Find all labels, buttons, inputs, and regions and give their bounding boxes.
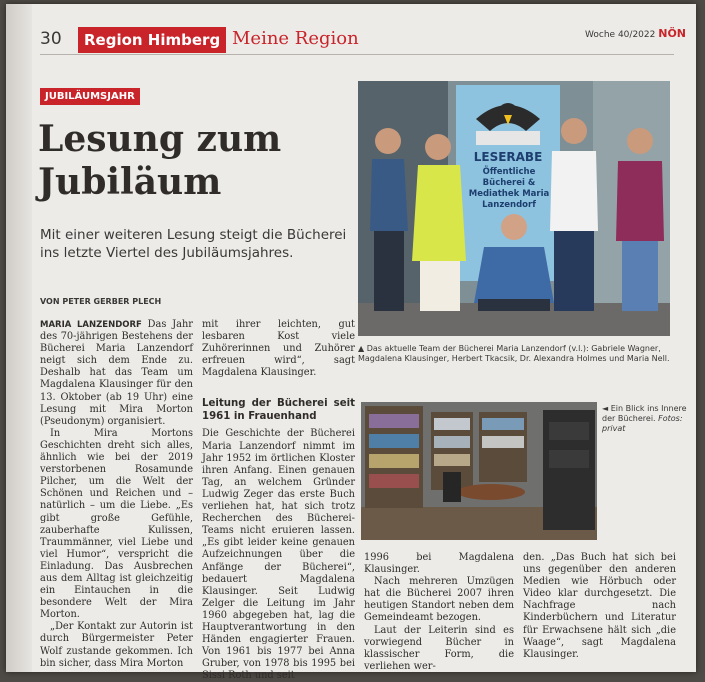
article-column-3 [364,552,514,673]
page-number: 30 [40,29,62,49]
kicker-badge: JUBILÄUMSJAHR [40,88,140,105]
article-column-4 [523,552,676,661]
page-fold-edge [6,4,32,672]
subheading: Leitung der Bücherei seit 1961 in Frauenhand [202,398,355,423]
photo-credit: Fotos: privat [602,414,683,433]
paragraph: Laut der Leiterin sind es vorwiegend Bücher in klassischer Form, die verliehen wer- [364,624,514,672]
library-photo [361,402,597,540]
team-photo [358,81,670,336]
photo-caption: ▲ Das aktuelle Team der Bücherei Maria Lanzendorf (v.l.): Gabriele Wagner, Magdalena Klausinger, Herbert Tkacsik, Dr. Alexandra Holmes und Maria Nell. [358,344,670,363]
paragraph: In Mira Mortons Geschichten dreht sich alles, ähnlich wie bei der 2019 verstorbenen Rosamunde Pilcher, um die Welt der Schönen und Reichen und – natürlich – um die Liebe. „Es gibt große Gefühle, zauberhafte Kulissen, Traummänner, viel Liebe und viel Humor“, verspricht die Einladung. Das Ausbrechen aus dem Alltag ist gleichzeitig ein Eintauchen in die besondere Welt der Mira Morton. [40,427,193,621]
paragraph: mit ihrer leichten, gut lesbaren Kost viele Zuhörerinnen und Zuhörer erfreuen wird“, sagt Magdalena Klausinger. [202,319,355,379]
interior-caption: ◄ Ein Blick ins Innere der Bücherei. Fotos: privat [602,404,687,433]
article-column-1 [40,319,193,670]
issue-info [585,27,686,40]
paragraph: Die Geschichte der Bücherei Maria Lanzendorf nimmt im Jahr 1952 im örtlichen Kloster ihren Anfang. Einen genauen Tag, an welchem Gründer Ludwig Zeger das erste Buch verliehen hat, hat sich trotz Recherchen des Bücherei-Teams nicht eruieren lassen. „Es gibt leider keine genauen Aufzeichnungen über die Anfänge der Bücherei“, bedauert Magdalena Klausinger. Seit Ludwig Zelger die Leitung im Jahr 1960 abgegeben hat, lag die Hauptverantwortung in den Händen engagierter Frauen. Von 1961 bis 1977 bei Anna Gruber, von 1978 bis 1995 bei Sissi Roth und seit [202,428,355,682]
banner-text: Öffentliche Bücherei & Mediathek Maria Lanzendorf [468,167,550,210]
banner-brand: LESERABE [473,150,543,164]
subsection-label: Meine Region [232,28,359,49]
interior-caption-text: Ein Blick ins Innere der Bücherei. [602,404,687,423]
section-badge: Region Himberg [78,27,226,53]
paragraph [40,319,193,428]
headline: Lesung zum Jubiläum [38,118,282,203]
paragraph: 1996 bei Magdalena Klausinger. [364,552,514,576]
paragraph: den. „Das Buch hat sich bei uns gegenüber den anderen Medien wie Hörbuch oder Video klar durchgesetzt. Die Nachfrage nach Kinderbüchern und Literatur für Erwachsene hält sich „die Waage“, sagt Magdalena Klausinger. [523,552,676,660]
newspaper-page [6,4,696,682]
photo-caption-text: Das aktuelle Team der Bücherei Maria Lanzendorf (v.l.): Gabriele Wagner, Magdalena Klausinger, Herbert Tkacsik, Dr. Alexandra Holmes und Maria Nell. [358,344,670,363]
library-photo-image [361,402,597,540]
lead-paragraph: Mit einer weiteren Lesung steigt die Bücherei ins letzte Viertel des Jubiläumsjahres. [40,227,347,261]
paragraph-text: Das Jahr des 70-jährigen Bestehens der Bücherei Maria Lanzendorf neigt sich dem Ende zu. Deshalb hat das Team um Magdalena Klausinger für den 13. Oktober (ab 19 Uhr) eine Lesung mit Mira Morton (Pseudonym) organisiert. [40,319,193,427]
dateline: MARIA LANZENDORF [40,320,142,330]
issue-week: Woche 40/2022 [585,30,656,40]
header-rule [40,54,674,55]
team-photo-image [358,81,670,336]
paragraph: „Der Kontakt zur Autorin ist durch Bürgermeister Peter Wolf zustande gekommen. Ich bin sicher, dass Mira Morton [40,621,193,669]
article-column-2 [202,319,355,682]
brand-logo: NÖN [658,27,686,40]
paragraph: Nach mehreren Umzügen hat die Bücherei 2007 ihren heutigen Standort neben dem Gemeindeamt bezogen. [364,576,514,624]
page-header [40,27,686,53]
byline: VON PETER GERBER PLECH [40,297,162,306]
